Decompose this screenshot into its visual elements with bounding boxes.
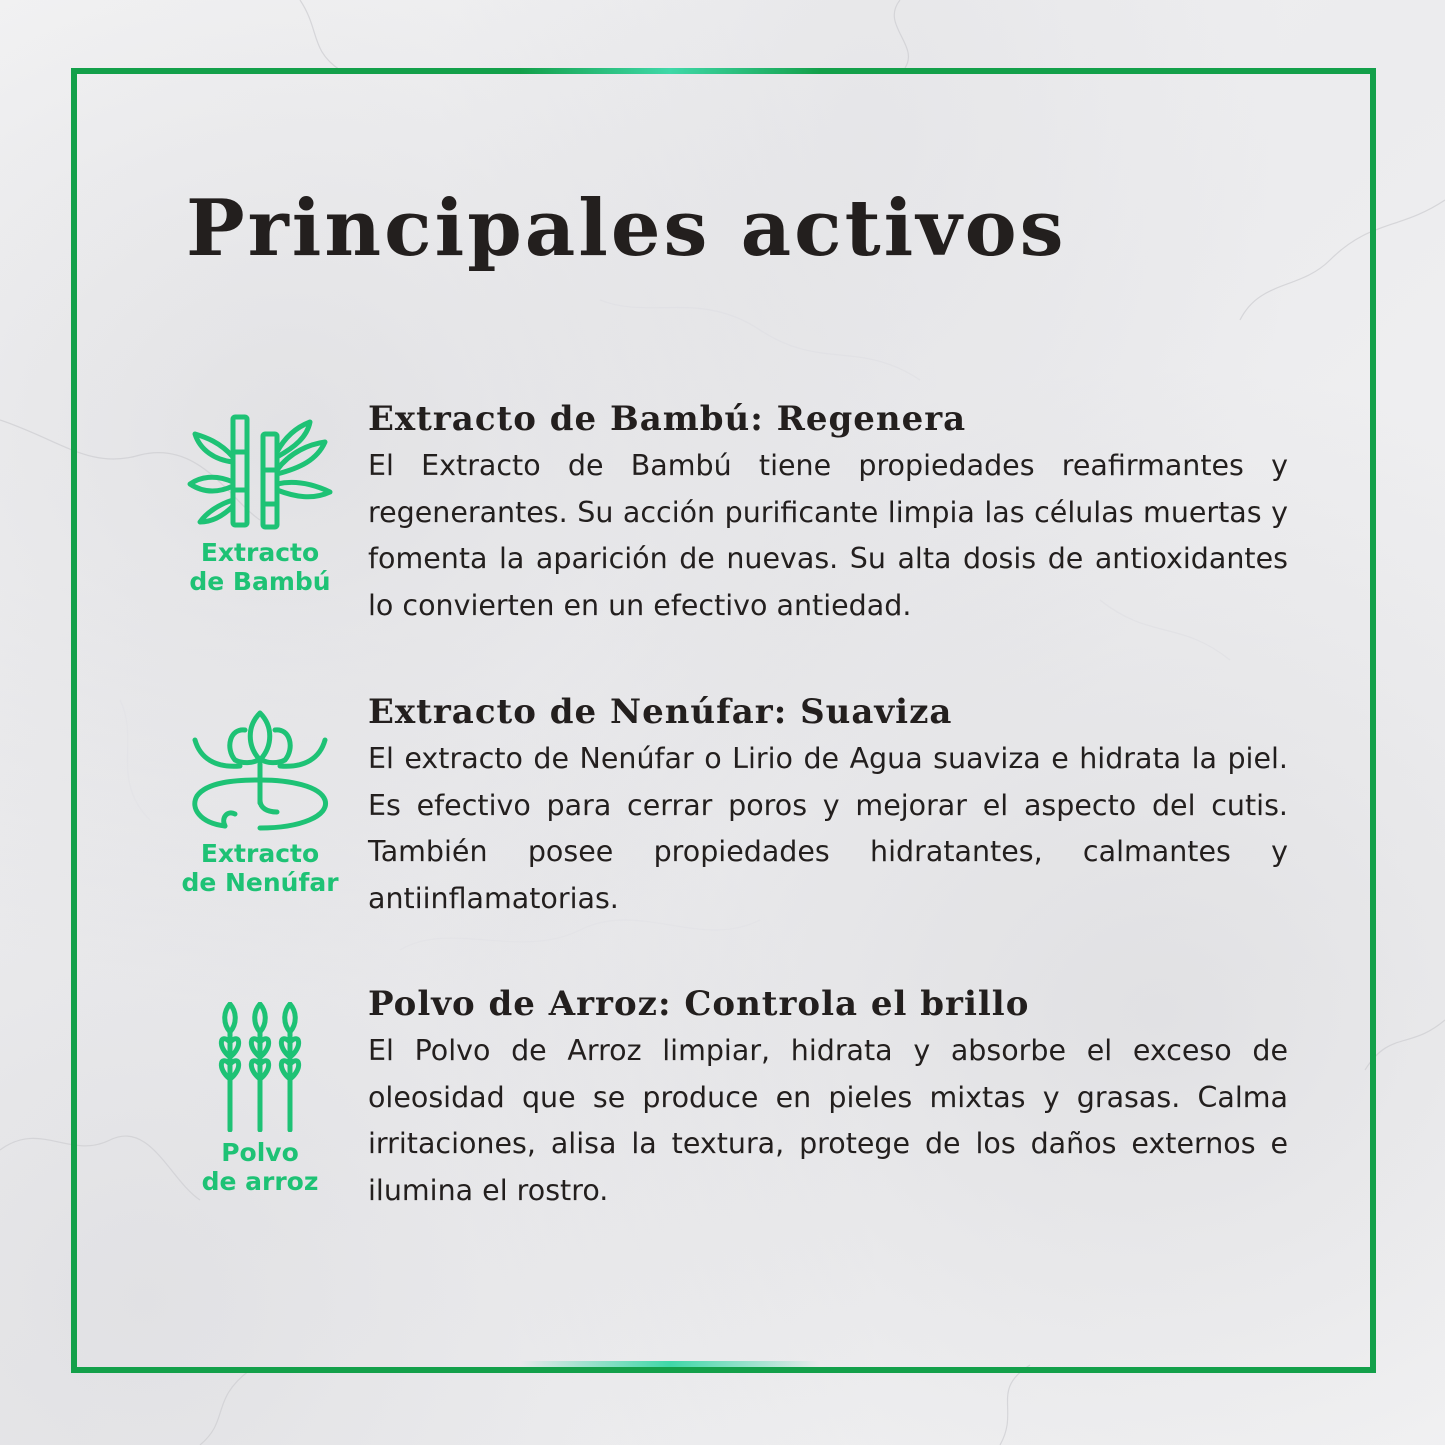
- icon-caption-line1: Extracto: [200, 839, 320, 868]
- ingredient-heading: Extracto de Bambú: Regenera: [368, 399, 967, 439]
- ingredient-description: El extracto de Nenúfar o Lirio de Agua suaviza e hidrata la piel. Es efectivo para cerrar poros y mejorar el aspecto del cutis. También posee propiedades hidratantes, calmantes y antiinflamatorias.: [368, 742, 1288, 915]
- ingredient-icon-block: [180, 1002, 340, 1196]
- icon-caption-line1: Polvo: [221, 1138, 299, 1167]
- bamboo-icon: [185, 412, 335, 532]
- ingredient-body: [368, 397, 1288, 629]
- ingredient-heading: Polvo de Arroz: Controla el brillo: [368, 984, 1030, 1024]
- icon-caption-line2: de arroz: [201, 1167, 319, 1196]
- icon-caption: [180, 839, 340, 897]
- icon-caption-line2: de Bambú: [189, 567, 331, 596]
- icon-caption-line1: Extracto: [200, 538, 320, 567]
- rice-icon: [185, 1002, 335, 1132]
- ingredient-body: [368, 690, 1288, 922]
- icon-caption: [180, 1138, 340, 1196]
- ingredient-heading: Extracto de Nenúfar: Suaviza: [368, 692, 953, 732]
- frame-highlight-bottom: [520, 1361, 820, 1367]
- page-title: Principales activos: [186, 183, 1067, 274]
- frame-highlight-top: [520, 68, 820, 74]
- water-lily-icon: [185, 708, 335, 833]
- ingredient-icon-block: [180, 412, 340, 596]
- ingredient-description: El Extracto de Bambú tiene propiedades reafirmantes y regenerantes. Su acción purificante limpia las células muertas y fomenta la aparición de nuevas. Su alta dosis de antioxidantes lo convierten en un efectivo antiedad.: [368, 449, 1288, 622]
- ingredient-description: El Polvo de Arroz limpiar, hidrata y absorbe el exceso de oleosidad que se produce en pieles mixtas y grasas. Calma irritaciones, alisa la textura, protege de los daños externos e ilumina el rostro.: [368, 1034, 1288, 1207]
- ingredient-body: [368, 982, 1288, 1214]
- ingredient-icon-block: [180, 708, 340, 897]
- icon-caption-line2: de Nenúfar: [181, 868, 339, 897]
- icon-caption: [180, 538, 340, 596]
